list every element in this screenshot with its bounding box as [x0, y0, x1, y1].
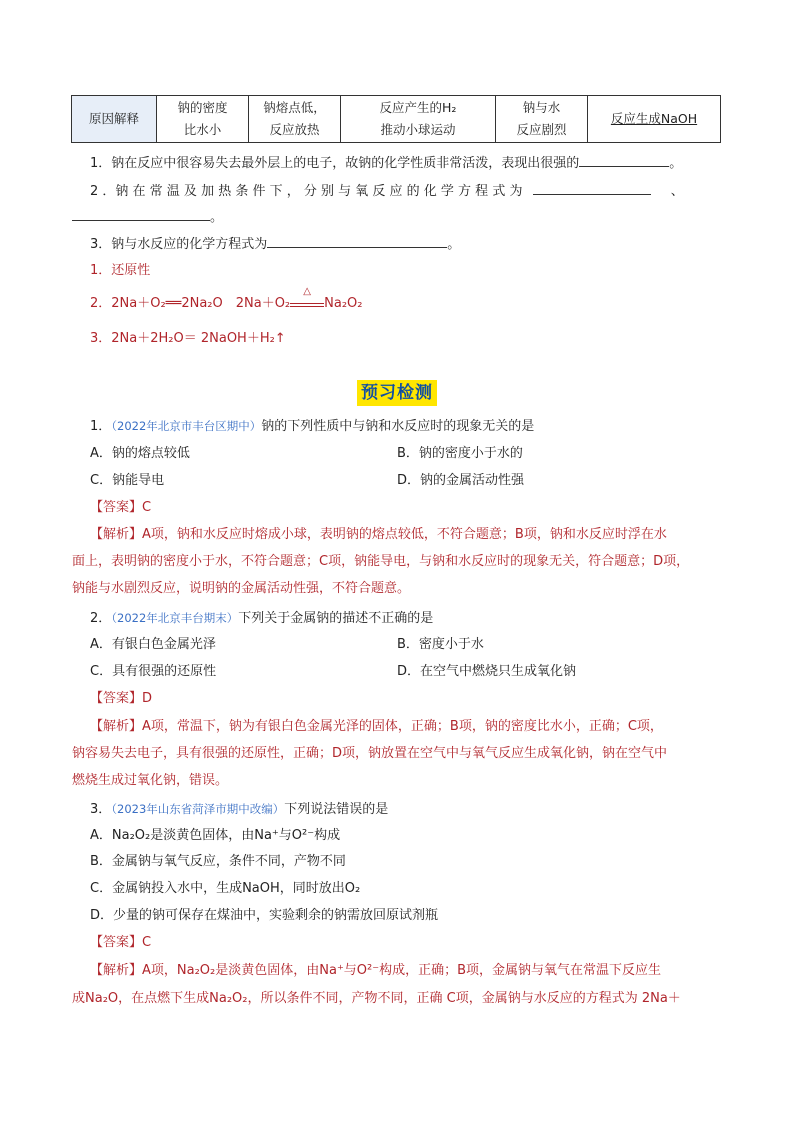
- table-cell: [157, 96, 249, 143]
- exercise-stem: 下列关于金属钠的描述不正确的是: [238, 611, 434, 626]
- table-head-cell: 原因解释: [72, 96, 157, 143]
- analysis-text: A项，Na₂O₂是淡黄色固体，由Na⁺与O²⁻构成，正确；B项，金属钠与氧气在常温下反应生: [142, 963, 662, 978]
- analysis-line: 成Na₂O，在点燃下生成Na₂O₂，所以条件不同，产物不同，正确 C项，金属钠与水反应的方程式为 2Na＋: [72, 991, 681, 1006]
- answer-value: C: [142, 500, 152, 515]
- table-cell: [249, 96, 341, 143]
- exercise-1-answer: [90, 499, 750, 517]
- exercise-2-stem: [90, 609, 750, 628]
- answer-tag: 【答案】: [90, 500, 143, 515]
- answer-blank[interactable]: [579, 152, 669, 167]
- answer-blank[interactable]: [72, 206, 210, 221]
- question-end: 。: [669, 156, 683, 171]
- option-b[interactable]: B．密度小于水: [397, 637, 484, 652]
- answer-3: 3．2Na＋2H₂O＝ 2NaOH＋H₂↑: [90, 331, 286, 346]
- exercise-3-stem: [90, 800, 750, 819]
- exercise-2-answer: [90, 690, 750, 708]
- table-cell: [341, 96, 496, 143]
- answer-blank[interactable]: [267, 233, 447, 248]
- delta-symbol: △: [303, 286, 311, 297]
- cell-line: 反应剧烈: [516, 122, 567, 137]
- answer-value: C: [142, 935, 152, 950]
- question-text: 3．钠与水反应的化学方程式为: [90, 237, 268, 252]
- question-text: 1．钠在反应中很容易失去最外层上的电子，故钠的化学性质非常活泼，表现出很强的: [90, 156, 580, 171]
- analysis-line: 钠能与水剧烈反应，说明钠的金属活动性强，不符合题意。: [72, 581, 411, 596]
- exercise-stem: 下列说法错误的是: [284, 802, 389, 817]
- answer-1: 1．还原性: [90, 263, 151, 278]
- analysis-text: A项，钠和水反应时熔成小球，表明钠的熔点较低，不符合题意；B项，钠和水反应时浮在水: [142, 527, 667, 542]
- option-b[interactable]: B．钠的密度小于水的: [397, 446, 523, 461]
- question-3: [90, 233, 750, 254]
- answer-2: [90, 286, 750, 313]
- table-cell: [496, 96, 588, 143]
- equation-text: Na₂O₂: [324, 296, 363, 311]
- question-end: 。: [447, 237, 461, 252]
- question-end: 。: [210, 210, 224, 225]
- exercise-source: （2022年北京丰台期末）: [111, 611, 239, 625]
- question-2-cont: [72, 206, 732, 227]
- answer-tag: 【答案】: [90, 691, 143, 706]
- option-d[interactable]: D．少量的钠可保存在煤油中，实验剩余的钠需放回原试剂瓶: [90, 908, 439, 923]
- cell-line: 钠的密度: [177, 100, 228, 115]
- option-a[interactable]: A．Na₂O₂是淡黄色固体，由Na⁺与O²⁻构成: [90, 828, 341, 843]
- analysis-line: [90, 962, 750, 980]
- exercise-1-stem: [90, 417, 750, 436]
- analysis-text: A项，常温下，钠为有银白色金属光泽的固体，正确；B项，钠的密度比水小，正确；C项，: [142, 719, 663, 734]
- option-b[interactable]: B．金属钠与氧气反应，条件不同，产物不同: [90, 854, 346, 869]
- exercise-number: 3．: [90, 802, 112, 817]
- section-title: 预习检测: [357, 380, 437, 406]
- exercise-3-answer: [90, 934, 750, 952]
- exercise-source: （2022年北京市丰台区期中）: [111, 419, 262, 433]
- table-cell: [588, 96, 721, 143]
- analysis-line: 面上，表明钠的密度小于水，不符合题意；C项，钠能导电，与钠和水反应时的现象无关，符合题意；D项，: [72, 554, 690, 569]
- option-d[interactable]: D．在空气中燃烧只生成氧化钠: [397, 664, 577, 679]
- exercise-number: 1．: [90, 419, 112, 434]
- cell-line: 反应放热: [269, 122, 320, 137]
- analysis-tag: 【解析】: [90, 527, 143, 542]
- analysis-line: [90, 526, 750, 544]
- cell-line: 推动小球运动: [380, 122, 456, 137]
- reason-table: [71, 95, 721, 143]
- question-2: [90, 180, 750, 201]
- option-a[interactable]: A．有银白色金属光泽: [90, 637, 216, 652]
- answer-blank[interactable]: [533, 180, 651, 195]
- analysis-tag: 【解析】: [90, 963, 143, 978]
- answer-tag: 【答案】: [90, 935, 143, 950]
- option-c[interactable]: C．具有很强的还原性: [90, 664, 217, 679]
- answer-value: D: [142, 691, 153, 706]
- cell-line: 反应生成NaOH: [610, 111, 698, 126]
- equation-text: 2．2Na＋O₂══2Na₂O 2Na＋O₂: [90, 296, 291, 311]
- cell-line: 反应产生的H₂: [379, 100, 457, 115]
- question-comma: 、: [670, 184, 684, 199]
- question-text: 2 ．钠 在 常 温 及 加 热 条 件 下 ， 分 别 与 氧 反 应 的 化 学 方 程 式 为: [90, 184, 523, 199]
- exercise-number: 2．: [90, 611, 112, 626]
- exercise-source: （2023年山东省菏泽市期中改编）: [111, 802, 285, 816]
- analysis-line: [90, 718, 750, 736]
- table-row: [72, 96, 721, 143]
- analysis-tag: 【解析】: [90, 719, 143, 734]
- cell-line: 钠熔点低，: [263, 100, 326, 115]
- option-d[interactable]: D．钠的金属活动性强: [397, 473, 525, 488]
- cell-line: 比水小: [183, 122, 222, 137]
- option-c[interactable]: C．钠能导电: [90, 473, 165, 488]
- heat-arrow-icon: [290, 286, 324, 307]
- analysis-line: 燃烧生成过氧化钠，错误。: [72, 773, 229, 788]
- analysis-line: 钠容易失去电子，具有很强的还原性，正确；D项，钠放置在空气中与氧气反应生成氧化钠，钠在空气中: [72, 746, 668, 761]
- option-c[interactable]: C．金属钠投入水中，生成NaOH，同时放出O₂: [90, 881, 361, 896]
- question-1: [90, 152, 750, 173]
- cell-line: 钠与水: [522, 100, 561, 115]
- exercise-stem: 钠的下列性质中与钠和水反应时的现象无关的是: [261, 419, 535, 434]
- option-a[interactable]: A．钠的熔点较低: [90, 446, 190, 461]
